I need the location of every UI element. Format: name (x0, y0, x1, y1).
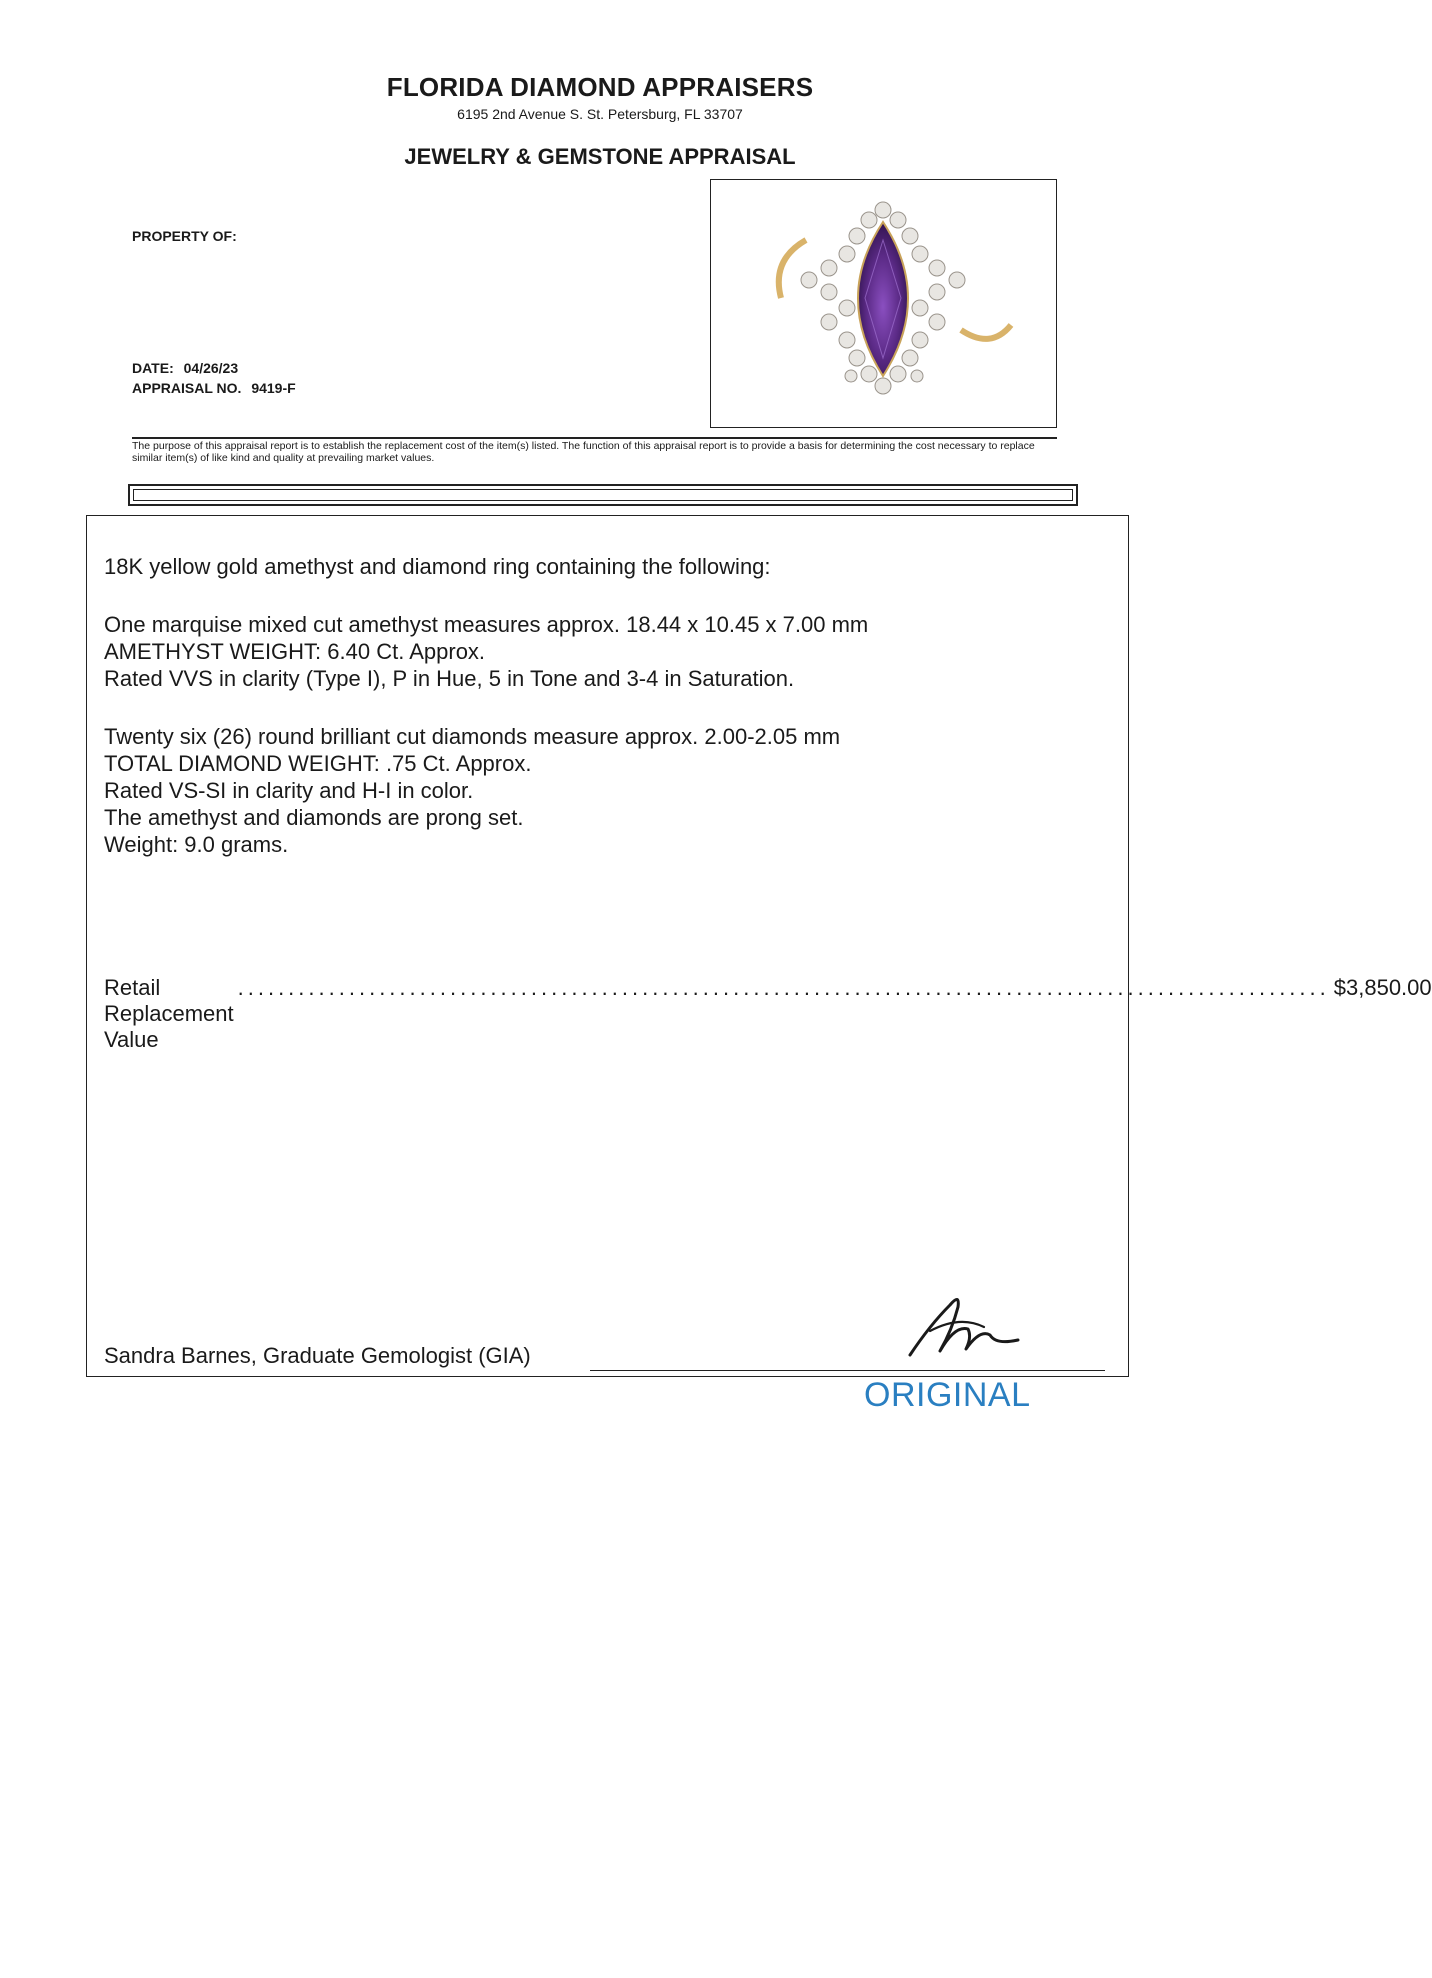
company-address: 6195 2nd Avenue S. St. Petersburg, FL 33707 (457, 106, 743, 122)
amethyst-line: Rated VVS in clarity (Type I), P in Hue, 5 in Tone and 3-4 in Saturation. (104, 666, 795, 691)
diamond-line: Weight: 9.0 grams. (104, 832, 289, 857)
diamond-block (104, 723, 840, 858)
appraisal-no-value: 9419-F (251, 380, 296, 396)
leader-dots: ............................................................................................................ (237, 975, 1330, 1000)
diamond-line: Rated VS-SI in clarity and H-I in color. (104, 778, 474, 803)
decorative-bar (128, 484, 1078, 506)
date-label: DATE: (132, 360, 174, 376)
diamond-line: Twenty six (26) round brilliant cut diamonds measure approx. 2.00-2.05 mm (104, 724, 841, 749)
appraisal-no-label: APPRAISAL NO. (132, 380, 242, 396)
date-value: 04/26/23 (183, 360, 239, 376)
retail-value-row (104, 975, 1432, 1053)
document-title: JEWELRY & GEMSTONE APPRAISAL (404, 144, 796, 169)
appraiser-name: Sandra Barnes, Graduate Gemologist (GIA) (104, 1343, 531, 1368)
header-divider (132, 437, 1057, 439)
item-intro: 18K yellow gold amethyst and diamond ring containing the following: (104, 554, 771, 579)
ring-photo (710, 179, 1057, 428)
purpose-statement: The purpose of this appraisal report is to establish the replacement cost of the item(s) listed. The function of this appraisal report is to provide a basis for determining the cost necessary to replace similar item(s) of like kind and quality at prevailing market values. (132, 440, 1035, 464)
appraisal-no-row (132, 380, 296, 396)
amethyst-line: One marquise mixed cut amethyst measures approx. 18.44 x 10.45 x 7.00 mm (104, 612, 869, 637)
handwritten-signature (900, 1285, 1030, 1365)
original-stamp: ORIGINAL (864, 1376, 1031, 1414)
property-of-label: PROPERTY OF: (132, 228, 237, 244)
retail-value-amount: $3,850.00 (1333, 975, 1432, 1000)
diamond-line: The amethyst and diamonds are prong set. (104, 805, 524, 830)
diamond-line: TOTAL DIAMOND WEIGHT: .75 Ct. Approx. (104, 751, 532, 776)
date-row (132, 360, 238, 376)
ring-image (711, 180, 1055, 426)
amethyst-line: AMETHYST WEIGHT: 6.40 Ct. Approx. (104, 639, 486, 664)
company-name: FLORIDA DIAMOND APPRAISERS (386, 72, 814, 102)
amethyst-block (104, 611, 868, 692)
signature-line (590, 1370, 1105, 1371)
retail-value-label: Retail Replacement Value (104, 975, 234, 1052)
